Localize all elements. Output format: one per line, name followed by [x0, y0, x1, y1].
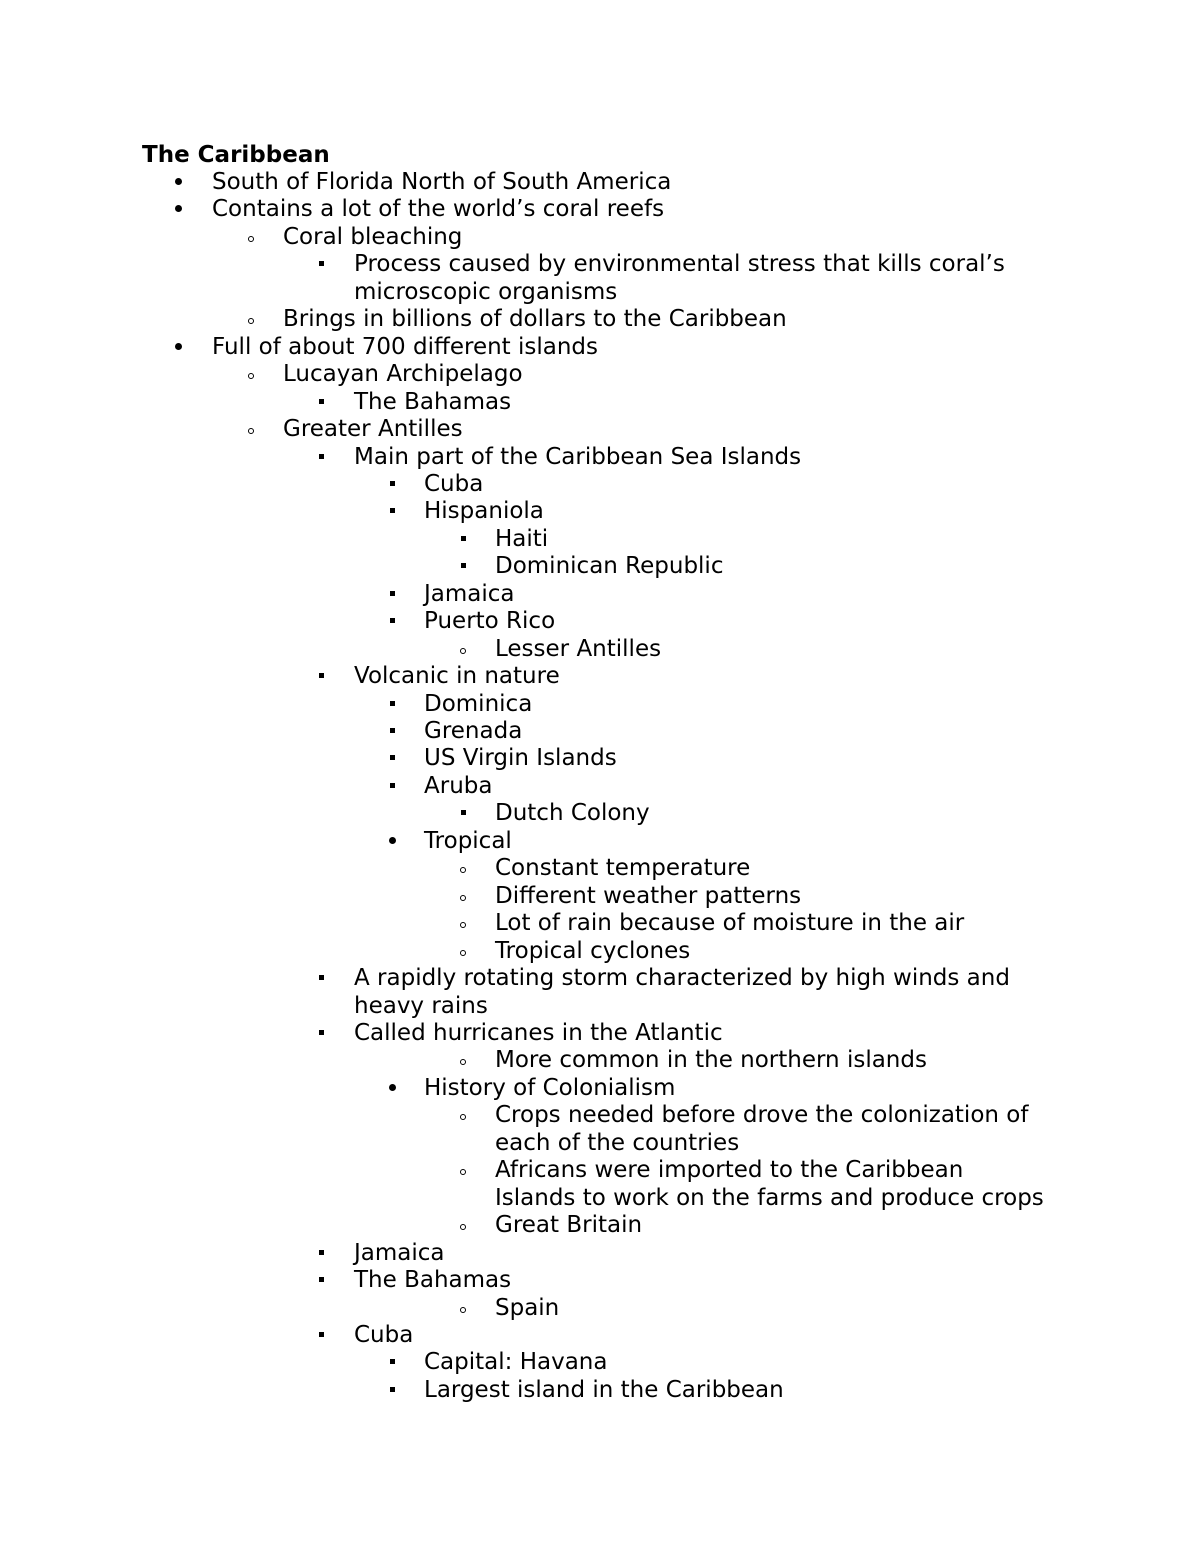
outline-line	[0, 1184, 1200, 1212]
square-bullet-icon	[389, 497, 401, 525]
disc-bullet-icon	[175, 195, 187, 223]
square-bullet-icon	[389, 580, 401, 608]
outline-item-text: Constant temperature	[495, 855, 751, 882]
outline-line	[0, 580, 1200, 608]
outline-line	[0, 168, 1200, 196]
outline-item-text: Different weather patterns	[495, 882, 802, 909]
outline-line	[0, 854, 1200, 882]
circle-bullet-icon	[248, 360, 260, 388]
outline-item-text: each of the countries	[495, 1129, 740, 1156]
outline-item-text: Aruba	[424, 772, 493, 799]
square-bullet-icon	[389, 690, 401, 718]
outline-item-text: heavy rains	[354, 992, 488, 1019]
outline-line	[0, 250, 1200, 278]
outline-line	[0, 607, 1200, 635]
outline-line	[0, 882, 1200, 910]
outline-line	[0, 525, 1200, 553]
outline-item-text: The Bahamas	[354, 388, 512, 415]
outline-line	[0, 1239, 1200, 1267]
outline-item-text: The Bahamas	[354, 1267, 512, 1293]
square-bullet-icon	[318, 388, 330, 416]
outline-item-text: Largest island in the Caribbean	[424, 1376, 784, 1403]
square-bullet-icon	[389, 470, 401, 498]
square-bullet-icon	[389, 1376, 401, 1404]
outline-item-text: Contains a lot of the world’s coral reefs	[212, 196, 665, 223]
disc-bullet-icon	[175, 333, 187, 361]
outline-line	[0, 1101, 1200, 1129]
disc-bullet-icon	[389, 1074, 401, 1102]
outline-line	[0, 1074, 1200, 1102]
outline-item-text: Process caused by environmental stress that kills coral’s	[354, 251, 1005, 278]
square-bullet-icon	[389, 717, 401, 745]
circle-bullet-icon	[460, 1294, 472, 1322]
outline-line	[0, 662, 1200, 690]
outline-item-text: Jamaica	[354, 1239, 445, 1266]
outline-item-text: Capital: Havana	[424, 1349, 608, 1376]
outline-line	[0, 1348, 1200, 1376]
outline-item-text: Full of about 700 different islands	[212, 333, 599, 360]
outline-item-text: Volcanic in nature	[354, 663, 560, 690]
circle-bullet-icon	[460, 635, 472, 663]
outline-item-text: Greater Antilles	[283, 416, 463, 442]
outline-line	[0, 635, 1200, 663]
outline-line	[0, 497, 1200, 525]
square-bullet-icon	[318, 443, 330, 471]
outline-item-text: Tropical cyclones	[495, 937, 691, 964]
square-bullet-icon	[318, 662, 330, 690]
square-bullet-icon	[389, 607, 401, 635]
circle-bullet-icon	[248, 223, 260, 251]
circle-bullet-icon	[460, 1101, 472, 1129]
outline-item-text: Puerto Rico	[424, 608, 556, 635]
outline-line	[0, 1266, 1200, 1294]
outline-line	[0, 388, 1200, 416]
outline-item-text: microscopic organisms	[354, 278, 618, 305]
outline-line	[0, 937, 1200, 965]
square-bullet-icon	[318, 964, 330, 992]
outline-item-text: Called hurricanes in the Atlantic	[354, 1019, 723, 1046]
circle-bullet-icon	[248, 305, 260, 333]
square-bullet-icon	[318, 1239, 330, 1267]
square-bullet-icon	[460, 525, 472, 553]
outline-line	[0, 1129, 1200, 1157]
outline-line	[0, 1019, 1200, 1047]
outline-item-text: Cuba	[354, 1321, 414, 1348]
outline-item-text: Coral bleaching	[283, 223, 463, 250]
outline-line	[0, 717, 1200, 745]
circle-bullet-icon	[248, 415, 260, 443]
outline-item-text: Jamaica	[424, 580, 515, 607]
square-bullet-icon	[389, 772, 401, 800]
outline-item-text: Spain	[495, 1294, 560, 1321]
circle-bullet-icon	[460, 1046, 472, 1074]
outline-line	[0, 1156, 1200, 1184]
outline-item-text: Dominica	[424, 690, 533, 717]
outline-item-text: Grenada	[424, 718, 523, 744]
outline-line	[0, 470, 1200, 498]
outline-item-text: Great Britain	[495, 1212, 643, 1239]
circle-bullet-icon	[460, 937, 472, 965]
outline-line	[0, 223, 1200, 251]
outline-line	[0, 909, 1200, 937]
outline-line	[0, 1211, 1200, 1239]
outline-item-text: Hispaniola	[424, 498, 544, 525]
outline-item-text: More common in the northern islands	[495, 1047, 927, 1074]
circle-bullet-icon	[460, 1156, 472, 1184]
outline-item-text: Islands to work on the farms and produce crops	[495, 1184, 1044, 1211]
circle-bullet-icon	[460, 1211, 472, 1239]
square-bullet-icon	[389, 1348, 401, 1376]
disc-bullet-icon	[389, 827, 401, 855]
outline-item-text: Dominican Republic	[495, 553, 724, 580]
outline-line	[0, 827, 1200, 855]
outline-item-text: Main part of the Caribbean Sea Islands	[354, 443, 802, 470]
outline-item-text: Haiti	[495, 525, 549, 552]
square-bullet-icon	[318, 1019, 330, 1047]
square-bullet-icon	[318, 1266, 330, 1294]
outline-line	[0, 552, 1200, 580]
outline-line	[0, 278, 1200, 306]
outline-line	[0, 1321, 1200, 1349]
document-title: The Caribbean	[142, 142, 330, 168]
outline-item-text: Lot of rain because of moisture in the air	[495, 910, 965, 937]
square-bullet-icon	[389, 744, 401, 772]
outline-item-text: Brings in billions of dollars to the Caribbean	[283, 306, 787, 333]
square-bullet-icon	[460, 552, 472, 580]
square-bullet-icon	[318, 1321, 330, 1349]
outline-item-text: A rapidly rotating storm characterized by high winds and	[354, 965, 1010, 991]
outline-line	[0, 744, 1200, 772]
outline-line	[0, 1376, 1200, 1404]
outline-item-text: Crops needed before drove the colonization of	[495, 1102, 1029, 1129]
outline-item-text: History of Colonialism	[424, 1074, 676, 1101]
outline-line	[0, 690, 1200, 718]
outline-line	[0, 1046, 1200, 1074]
outline-line	[0, 992, 1200, 1020]
square-bullet-icon	[318, 250, 330, 278]
outline-line	[0, 305, 1200, 333]
outline-line	[0, 360, 1200, 388]
outline-line	[0, 799, 1200, 827]
outline-item-text: Cuba	[424, 470, 484, 497]
circle-bullet-icon	[460, 854, 472, 882]
outline-item-text: US Virgin Islands	[424, 745, 617, 772]
outline-line	[0, 195, 1200, 223]
outline-item-text: Tropical	[424, 827, 512, 854]
outline-item-text: South of Florida North of South America	[212, 169, 672, 195]
outline-line	[0, 1294, 1200, 1322]
circle-bullet-icon	[460, 882, 472, 910]
disc-bullet-icon	[175, 168, 187, 196]
outline-line	[0, 415, 1200, 443]
outline-item-text: Lesser Antilles	[495, 635, 662, 662]
outline-item-text: Dutch Colony	[495, 800, 650, 827]
square-bullet-icon	[460, 799, 472, 827]
outline-line	[0, 333, 1200, 361]
outline-item-text: Africans were imported to the Caribbean	[495, 1157, 964, 1184]
outline-line	[0, 443, 1200, 471]
outline-line	[0, 964, 1200, 992]
circle-bullet-icon	[460, 909, 472, 937]
outline-line	[0, 772, 1200, 800]
outline-item-text: Lucayan Archipelago	[283, 361, 523, 388]
